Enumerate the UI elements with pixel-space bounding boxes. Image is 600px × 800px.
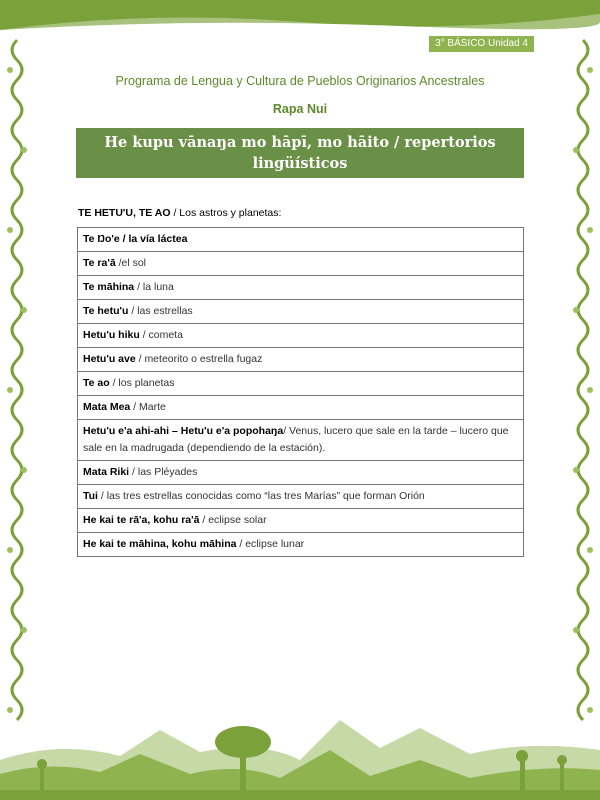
- subtitle: Rapa Nui: [272, 102, 328, 116]
- term-spanish: / las Pléyades: [129, 466, 198, 478]
- vocabulary-table: [77, 227, 524, 557]
- table-row: [78, 348, 524, 372]
- right-border-pattern-icon: [570, 30, 596, 730]
- term-rapanui: Hetu'u hiku: [83, 329, 140, 341]
- section-header: [76, 128, 524, 178]
- section-label-rest: / Los astros y planetas:: [170, 207, 282, 219]
- term-spanish: / las estrellas: [128, 305, 193, 317]
- landscape-silhouette-icon: [0, 690, 600, 800]
- table-row: [78, 300, 524, 324]
- term-spanish: / eclipse lunar: [236, 538, 305, 550]
- unit-tag: 3° BÁSICO Unidad 4: [429, 36, 534, 52]
- table-row: [78, 276, 524, 300]
- table-row: [78, 228, 524, 252]
- table-row: [78, 252, 524, 276]
- term-rapanui: Te hetu'u: [83, 305, 129, 317]
- term-rapanui: Mata Riki: [83, 466, 130, 478]
- term-spanish: / meteorito o estrella fugaz: [135, 353, 263, 365]
- section-label-bold: TE HETU'U, TE AO: [78, 207, 171, 219]
- term-rapanui: He kai te rā'a, kohu ra'ā: [83, 514, 200, 526]
- program-title: Programa de Lengua y Cultura de Pueblos Originarios Ancestrales: [115, 74, 485, 88]
- term-rapanui: He kai te māhina, kohu māhina: [83, 538, 237, 550]
- header-line-1: He kupu vānaŋa mo hāpī, mo hāito / repertorios: [104, 134, 496, 151]
- term-spanish: / eclipse solar: [199, 514, 267, 526]
- term-spanish: / cometa: [139, 329, 183, 341]
- term-rapanui: Hetu'u e'a ahi-ahi – Hetu'u e'a popohaŋa: [83, 425, 284, 437]
- term-rapanui: Te ao: [83, 377, 110, 389]
- term-spanish: / las tres estrellas conocidas como “las tres Marías” que forman Orión: [97, 490, 425, 502]
- table-row: [78, 324, 524, 348]
- term-rapanui: Te māhina: [83, 281, 135, 293]
- term-spanish: / los planetas: [109, 377, 175, 389]
- table-row: [78, 461, 524, 485]
- term-rapanui: Te Ŋo'e / la vía láctea: [83, 233, 188, 245]
- left-border-pattern-icon: [4, 30, 30, 730]
- table-row: [78, 533, 524, 557]
- term-spanish: /el sol: [115, 257, 147, 269]
- table-row: [78, 420, 524, 461]
- term-spanish: / Marte: [130, 401, 166, 413]
- term-rapanui: Tui: [83, 490, 98, 502]
- term-rapanui: Te ra'ā: [83, 257, 116, 269]
- wave-decoration-icon: [0, 0, 600, 30]
- table-row: [78, 485, 524, 509]
- term-spanish: / Venus, lucero que sale en la tarde – lucero que sale en la madrugada (dependiendo de la estación).: [83, 425, 509, 454]
- table-row: [78, 509, 524, 533]
- header-line-2: lingüísticos: [252, 155, 348, 172]
- term-rapanui: Mata Mea: [83, 401, 131, 413]
- table-row: [78, 372, 524, 396]
- section-label: [78, 207, 281, 219]
- term-spanish: / la luna: [134, 281, 174, 293]
- table-row: [78, 396, 524, 420]
- top-band: [0, 0, 600, 30]
- term-rapanui: Hetu'u ave: [83, 353, 136, 365]
